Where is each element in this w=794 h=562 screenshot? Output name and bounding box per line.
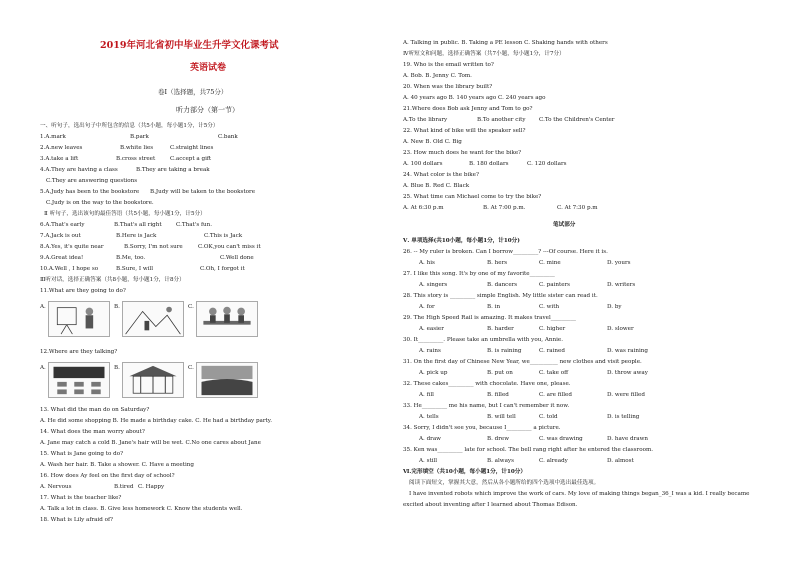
question-9-option-c: C.Well done xyxy=(220,255,254,261)
question-28-option-d: D. by xyxy=(607,304,622,310)
question-26-option-d: D. yours xyxy=(607,260,631,266)
question-33-option-d: D. is telling xyxy=(607,414,640,420)
question-17-options: A. Talk a lot in class. B. Give less homework C. Know the students well. xyxy=(40,506,243,512)
question-34-option-d: D. have drawn xyxy=(607,436,649,442)
question-15-options: A. Wash her hair. B. Take a shower. C. Have a meeting xyxy=(40,462,194,468)
question-19-options: A. Bob. B. Jenny C. Tom. xyxy=(403,73,472,79)
question-26-option-c: C. mine xyxy=(539,260,561,266)
question-16-option-a: A. Nervous xyxy=(40,484,72,490)
theater-icon xyxy=(197,363,257,397)
question-28-option-b: B. in xyxy=(487,304,501,310)
question-13-stem: 13. What did the man do on Saturday? xyxy=(40,407,150,413)
question-35-option-a: A. still xyxy=(419,458,438,464)
question-3-option-b: B.cross street xyxy=(116,156,156,162)
question-31-option-a: A. pick up xyxy=(419,370,448,376)
question-14-stem: 14. What does the man worry about? xyxy=(40,429,145,435)
question-23-option-a: A. 100 dollars xyxy=(403,161,443,167)
question-8-option-a: 8.A.Yes, it's quite near xyxy=(40,244,104,250)
question-24-stem: 24. What color is the bike? xyxy=(403,172,479,178)
question-34-option-a: A. draw xyxy=(419,436,441,442)
passage-line-2: excited about inventing after I learned about Thomas Edison. xyxy=(403,502,578,508)
part6-intro: 阅读下面短文，掌握其大意，然后从各小题所给的四个选项中选出最佳选项。 xyxy=(409,480,600,486)
question-33-option-c: C. told xyxy=(539,414,558,420)
question-25-option-a: A. At 6:30 p.m xyxy=(403,205,444,211)
part3-instruction: Ⅲ听对话，选择正确答案（共8小题，每小题1分，计8分） xyxy=(40,277,185,283)
question-31-stem: 31. On the first day of Chinese New Year, we__________ new clothes and visit people. xyxy=(403,359,642,365)
question-35-stem: 35. Ken was_________ late for school. The bell rang right after he entered the classroom. xyxy=(403,447,654,453)
question-4-option-b: B.They are taking a break xyxy=(136,167,210,173)
question-21-option-b: B.To another city xyxy=(477,117,526,123)
question-27-option-d: D. writers xyxy=(607,282,636,288)
question-27-option-a: A. singers xyxy=(419,282,448,288)
question-5-option-a: 5.A.Judy has been to the bookstore xyxy=(40,189,140,195)
question-3-option-a: 3.A.take a lift xyxy=(40,156,79,162)
classroom-icon xyxy=(49,363,109,397)
question-32-stem: 32. These cakes_________ with chocolate. Have one, please. xyxy=(403,381,571,387)
question-29-option-d: D. slower xyxy=(607,326,634,332)
q11-picture-c-tag: C. xyxy=(188,304,194,310)
hiking-icon xyxy=(123,302,183,336)
question-31-option-b: B. put on xyxy=(487,370,513,376)
question-33-option-a: A. tells xyxy=(419,414,439,420)
question-25-option-c: C. At 7:30 p.m xyxy=(557,205,598,211)
question-5-option-b: B.Judy will be taken to the bookstore xyxy=(150,189,256,195)
question-16-option-c: C. Happy xyxy=(138,484,165,490)
question-27-option-c: C. painters xyxy=(539,282,571,288)
question-7-option-b: B.Here is Jack xyxy=(116,233,157,239)
question-33-option-b: B. will tell xyxy=(487,414,516,420)
part1-instruction: 一、听句子，选出句子中所包含的信息（共5小题，每小题1分，计5分） xyxy=(40,123,219,129)
question-18-stem: 18. What is Lily afraid of? xyxy=(40,517,114,523)
question-4-option-c: C.They are answering questions xyxy=(46,178,138,184)
question-14-options: A. Jane may catch a cold B. Jane's hair will be wet. C.No one cares about Jane xyxy=(40,440,261,446)
question-30-option-a: A. rains xyxy=(419,348,441,354)
question-15-stem: 15. What is Jane going to do? xyxy=(40,451,124,457)
exam-subtitle: 英语试卷 xyxy=(190,63,227,73)
question-30-option-d: D. was raining xyxy=(607,348,648,354)
question-35-option-d: D. almost xyxy=(607,458,634,464)
question-2-option-c: C.straight lines xyxy=(170,145,214,151)
question-32-option-d: D. were filled xyxy=(607,392,645,398)
question-34-option-b: B. drew xyxy=(487,436,510,442)
question-30-stem: 30. It_________. Please take an umbrella with you, Annie. xyxy=(403,337,563,343)
question-18-options: A. Talking in public. B. Taking a PE lesson C. Shaking hands with others xyxy=(403,40,608,46)
question-30-option-c: C. rained xyxy=(539,348,565,354)
question-1-option-b: B.park xyxy=(130,134,149,140)
question-32-option-a: A. fill xyxy=(419,392,434,398)
part4-instruction: Ⅳ听短文和问题，选择正确答案（共7小题，每小题1分，计7分） xyxy=(403,51,565,57)
building-icon xyxy=(123,363,183,397)
question-6-option-b: B.That's all right xyxy=(114,222,162,228)
question-6-option-c: C.That's fun. xyxy=(176,222,213,228)
question-34-stem: 34. Sorry, I didn't see you, because I_________ a picture. xyxy=(403,425,561,431)
q11-picture-b-tag: B. xyxy=(114,304,120,310)
question-29-stem: 29. The High Speed Rail is amazing. It makes travel_________ xyxy=(403,315,576,321)
question-17-stem: 17. What is the teacher like? xyxy=(40,495,122,501)
question-8-option-c: C.OK,you can't miss it xyxy=(198,244,261,250)
question-13-options: A. He did some shopping B. He made a birthday cake. C. He had a birthday party. xyxy=(40,418,272,424)
question-1-option-a: 1.A.mark xyxy=(40,134,66,140)
volume-heading: 卷Ⅰ（选择题，共75分） xyxy=(158,88,228,96)
question-22-options: A. New B. Old C. Big xyxy=(403,139,462,145)
question-9-option-a: 9.A.Great idea! xyxy=(40,255,84,261)
question-28-stem: 28. This story is _________ simple English. My little sister can read it. xyxy=(403,293,598,299)
exam-title: 2019年河北省初中毕业生升学文化课考试 xyxy=(100,40,279,51)
question-27-option-b: B. dancers xyxy=(487,282,518,288)
part6-instruction: Ⅵ.完形填空（共10小题，每小题1分，计10分） xyxy=(403,469,526,475)
question-22-stem: 22. What kind of bike will the speaker sell? xyxy=(403,128,526,134)
question-24-options: A. Blue B. Red C. Black xyxy=(403,183,470,189)
question-21-stem: 21.Where does Bob ask Jenny and Tom to go? xyxy=(403,106,533,112)
question-2-option-a: 2.A.new leaves xyxy=(40,145,83,151)
question-12-stem: 12.Where are they talking? xyxy=(40,349,118,355)
question-10-option-c: C.Oh, I forgot it xyxy=(200,266,245,272)
listening-heading: 听力部分（第一节） xyxy=(176,106,239,114)
q12-picture-c-tag: C. xyxy=(188,365,194,371)
question-11-stem: 11.What are they going to do? xyxy=(40,288,126,294)
question-19-stem: 19. Who is the email written to? xyxy=(403,62,494,68)
question-35-option-c: C. already xyxy=(539,458,568,464)
question-23-option-b: B. 180 dollars xyxy=(469,161,509,167)
q12-picture-c xyxy=(188,362,258,398)
question-26-option-a: A. his xyxy=(419,260,435,266)
q11-picture-b xyxy=(114,301,184,337)
passage-line-1: I have invented robots which improve the work of cars. My love of making things began_36_I was a kid. I really became xyxy=(409,491,750,497)
question-21-option-c: C.To the Children's Center xyxy=(539,117,615,123)
question-30-option-b: B. is raining xyxy=(487,348,522,354)
question-25-option-b: B. At 7:00 p.m. xyxy=(483,205,526,211)
q12-picture-b-tag: B. xyxy=(114,365,120,371)
question-28-option-c: C. with xyxy=(539,304,560,310)
question-32-option-c: C. are filled xyxy=(539,392,572,398)
q12-picture-a xyxy=(40,362,110,398)
question-7-option-c: C.This is Jack xyxy=(204,233,243,239)
question-6-option-a: 6.A.That's early xyxy=(40,222,85,228)
question-31-option-d: D. throw away xyxy=(607,370,648,376)
question-29-option-c: C. higher xyxy=(539,326,566,332)
question-10-option-b: B.Sure, I will xyxy=(116,266,154,272)
question-26-stem: 26. -- My ruler is broken. Can I borrow_________? ---Of course. Here it is. xyxy=(403,249,608,255)
q12-picture-a-tag: A. xyxy=(40,365,46,371)
written-heading: 笔试部分 xyxy=(553,222,576,228)
question-32-option-b: B. filled xyxy=(487,392,509,398)
question-23-stem: 23. How much does he want for the bike? xyxy=(403,150,522,156)
question-20-options: A. 40 years ago B. 140 years ago C. 240 years ago xyxy=(403,95,546,101)
question-4-option-a: 4.A.They are having a class xyxy=(40,167,118,173)
question-8-option-b: B.Sorry, I'm not sure xyxy=(124,244,183,250)
question-16-stem: 16. How does Ay feel on the first day of school? xyxy=(40,473,175,479)
question-29-option-a: A. easier xyxy=(419,326,444,332)
question-2-option-b: B.white lies xyxy=(120,145,154,151)
meeting-icon xyxy=(197,302,257,336)
question-5-option-c: C.Judy is on the way to the bookstore. xyxy=(46,200,154,206)
question-10-option-a: 10.A.Well , I hope so xyxy=(40,266,99,272)
painting-icon xyxy=(49,302,109,336)
question-29-option-b: B. harder xyxy=(487,326,514,332)
question-31-option-c: C. take off xyxy=(539,370,569,376)
q12-picture-b xyxy=(114,362,184,398)
question-25-stem: 25. What time can Michael come to try the bike? xyxy=(403,194,542,200)
question-9-option-b: B.Me, too. xyxy=(116,255,146,261)
question-35-option-b: B. always xyxy=(487,458,514,464)
q11-picture-a xyxy=(40,301,110,337)
question-27-stem: 27. I like this song. It's by one of my favorite_________ xyxy=(403,271,555,277)
question-3-option-c: C.accept a gift xyxy=(170,156,212,162)
part2-instruction: Ⅱ 听句子，选出该句的最佳答语（共5小题，每小题1分，计5分） xyxy=(44,211,206,217)
question-7-option-a: 7.A.Jack is out xyxy=(40,233,81,239)
question-20-stem: 20. When was the library built? xyxy=(403,84,493,90)
question-23-option-c: C. 120 dollars xyxy=(527,161,567,167)
question-16-option-b: B.tired xyxy=(114,484,134,490)
question-34-option-c: C. was drawing xyxy=(539,436,583,442)
question-26-option-b: B. hers xyxy=(487,260,508,266)
question-33-stem: 33. He_________ me his name, but I can't remember it now. xyxy=(403,403,570,409)
question-21-option-a: A.To the library xyxy=(403,117,448,123)
q11-picture-a-tag: A. xyxy=(40,304,46,310)
part5-instruction: Ⅴ. 单项选择(共10小题，每小题1分，计10分) xyxy=(403,238,520,244)
question-1-option-c: C.bank xyxy=(218,134,238,140)
question-28-option-a: A. for xyxy=(419,304,435,310)
q11-picture-c xyxy=(188,301,258,337)
